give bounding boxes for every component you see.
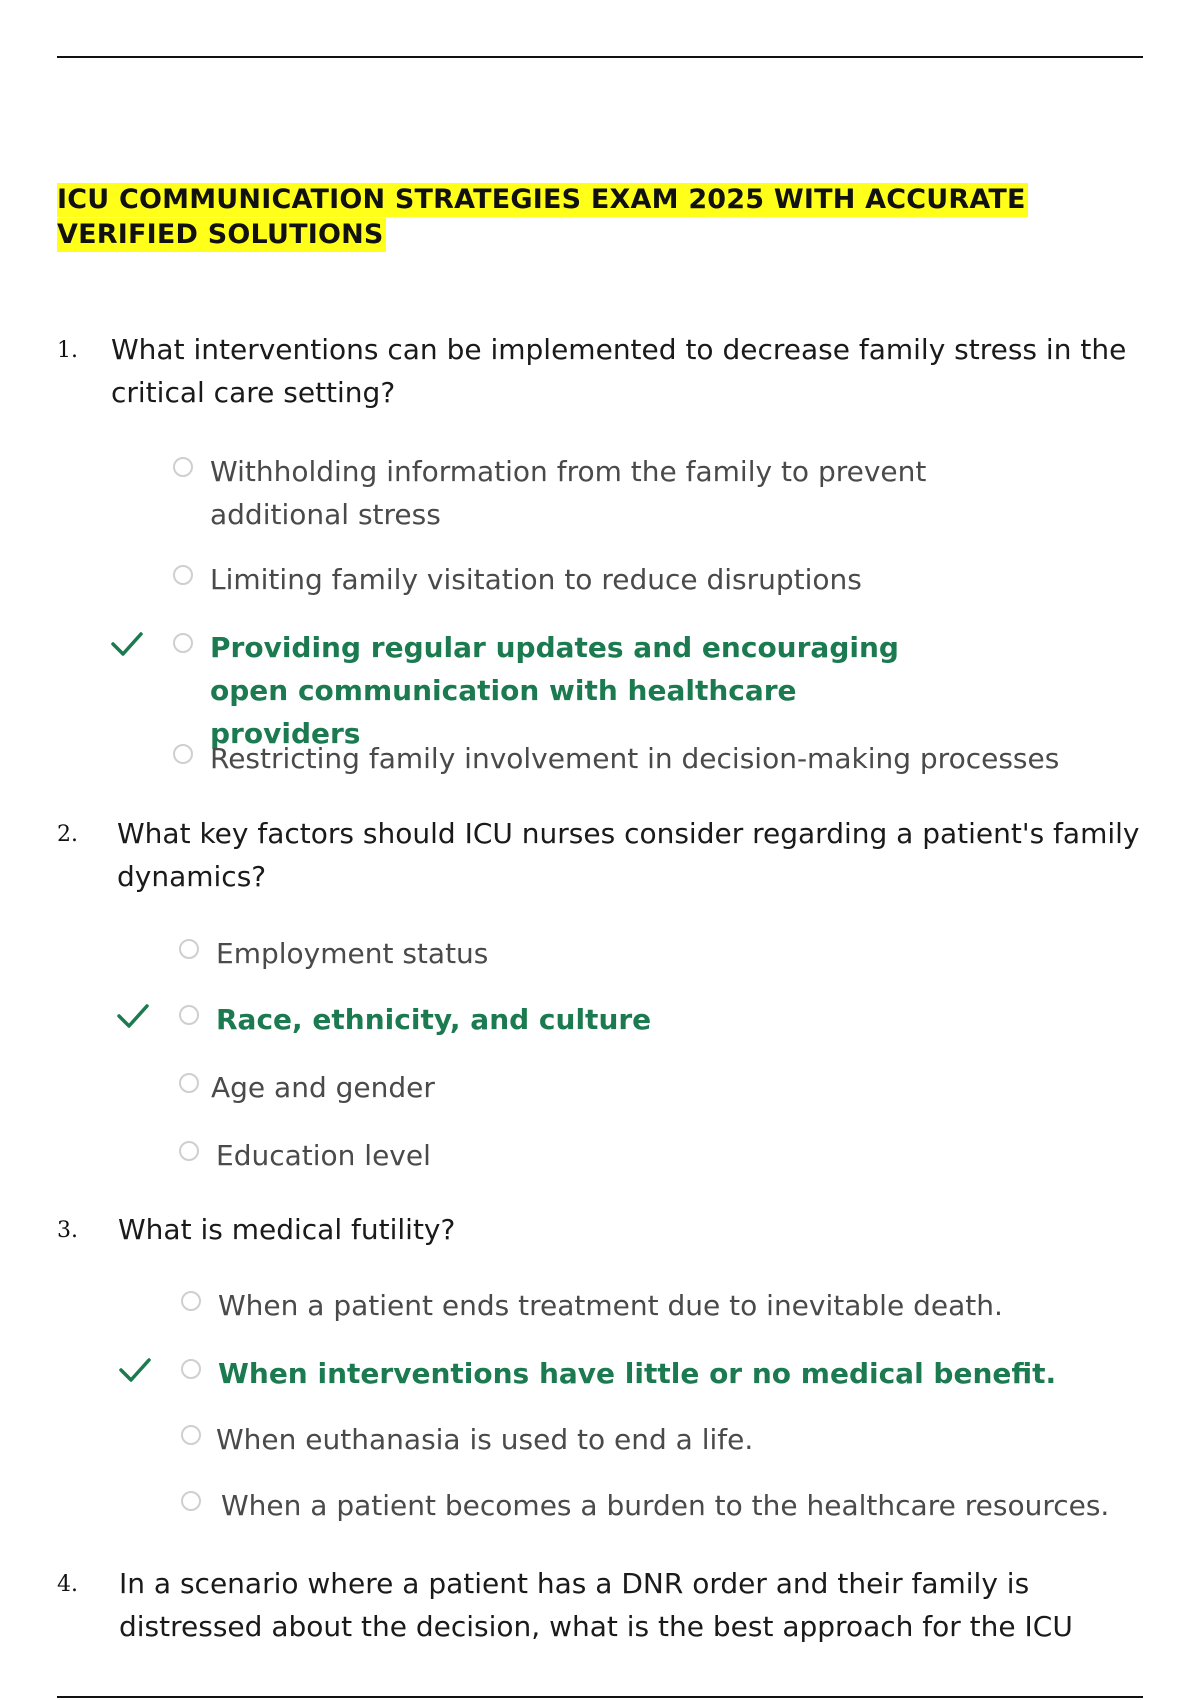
option-text: Employment status <box>216 937 489 970</box>
radio-button[interactable] <box>179 939 199 959</box>
radio-button[interactable] <box>173 633 193 653</box>
radio-button[interactable] <box>179 1005 199 1025</box>
radio-button[interactable] <box>173 457 193 477</box>
radio-button[interactable] <box>181 1359 201 1379</box>
radio-button[interactable] <box>173 744 193 764</box>
question-number: 3. <box>57 1218 78 1243</box>
option-text: When interventions have little or no medical benefit. <box>218 1357 1057 1390</box>
option-text: When a patient ends treatment due to inevitable death. <box>218 1289 1003 1322</box>
question-text: What interventions can be implemented to decrease family stress in the critical care setting? <box>111 333 1127 409</box>
option-text: When euthanasia is used to end a life. <box>216 1423 754 1456</box>
title-line-2: VERIFIED SOLUTIONS <box>57 219 384 250</box>
question-text: What is medical futility? <box>118 1213 456 1246</box>
radio-button[interactable] <box>179 1141 199 1161</box>
checkmark-icon <box>111 630 143 658</box>
question-number: 4. <box>57 1572 78 1597</box>
option-text: Education level <box>216 1139 431 1172</box>
radio-button[interactable] <box>181 1291 201 1311</box>
option-text: Limiting family visitation to reduce disruptions <box>210 563 862 596</box>
question-number: 2. <box>57 822 78 847</box>
radio-button[interactable] <box>179 1073 199 1093</box>
top-rule <box>57 56 1143 58</box>
option-text: When a patient becomes a burden to the healthcare resources. <box>221 1489 1110 1522</box>
option-text: Providing regular updates and encouraging open communication with healthcare providers <box>210 631 899 750</box>
question-text: In a scenario where a patient has a DNR order and their family is distressed about the decision, what is the best approach for the ICU <box>119 1567 1073 1643</box>
checkmark-icon <box>117 1002 149 1030</box>
radio-button[interactable] <box>181 1425 201 1445</box>
page-title <box>57 182 1107 252</box>
option-text: Restricting family involvement in decision-making processes <box>210 742 1060 775</box>
title-line-1: ICU COMMUNICATION STRATEGIES EXAM 2025 WITH ACCURATE <box>57 184 1026 215</box>
option-text: Withholding information from the family to prevent additional stress <box>210 455 927 531</box>
bottom-rule <box>57 1696 1143 1698</box>
radio-button[interactable] <box>181 1491 201 1511</box>
question-text: What key factors should ICU nurses consider regarding a patient's family dynamics? <box>117 817 1140 893</box>
radio-button[interactable] <box>173 565 193 585</box>
checkmark-icon <box>119 1356 151 1384</box>
question-number: 1. <box>57 338 78 363</box>
option-text: Race, ethnicity, and culture <box>216 1003 652 1036</box>
option-text: Age and gender <box>211 1071 435 1104</box>
